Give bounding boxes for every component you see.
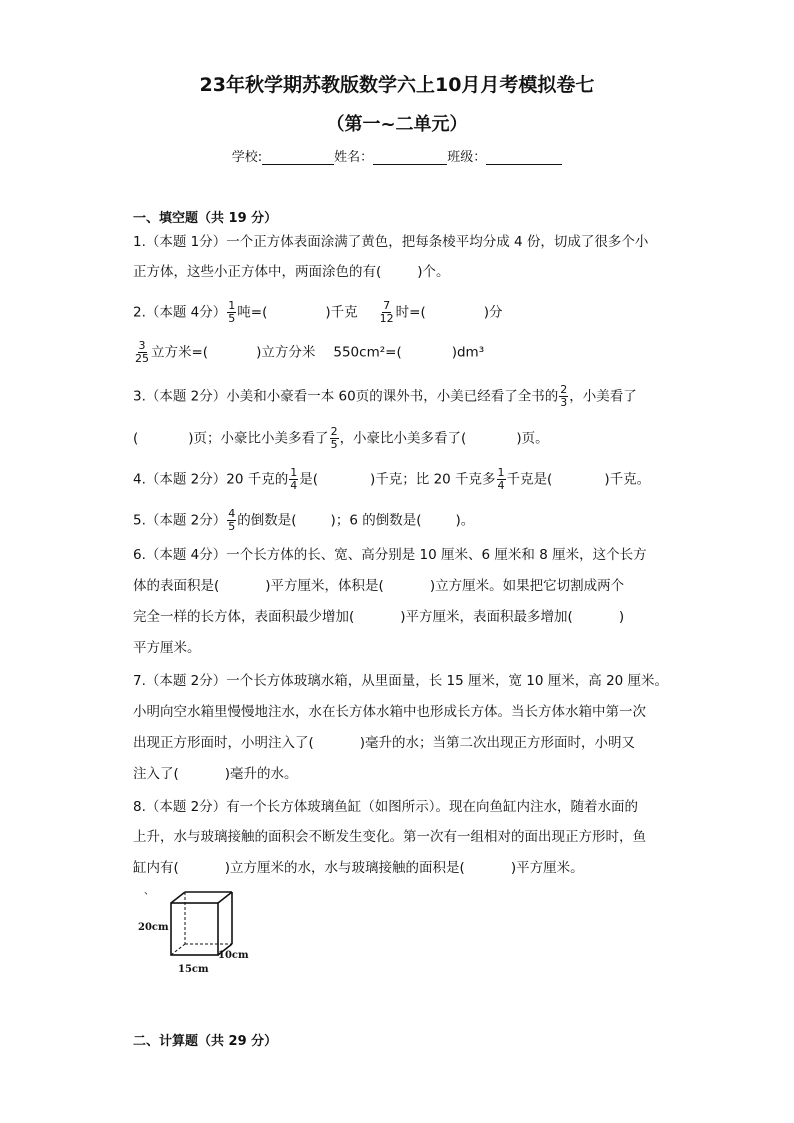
q6-line3 <box>133 607 673 627</box>
q3-fraction-1 <box>559 384 568 409</box>
q1-text-end: )个。 <box>417 264 450 280</box>
q7-text: )毫升的水。 <box>224 766 298 782</box>
q3-text: ，小豪比小美多看了( <box>339 430 467 447</box>
q4-text: 4.（本题 2分）20 千克的 <box>133 471 289 488</box>
figure-mark: 、 <box>144 886 154 897</box>
q3-line2 <box>133 426 673 451</box>
q6-text: )平方厘米，表面积最多增加( <box>400 609 573 625</box>
fraction-numerator: 4 <box>228 507 236 520</box>
q2-fraction-3 <box>134 340 150 365</box>
q7-line3 <box>133 733 673 753</box>
section-fill-in-title: 一、填空题（共 19 分） <box>133 211 278 226</box>
class-label: 班级： <box>447 150 487 165</box>
q6-text: 体的表面积是( <box>133 578 220 594</box>
q4-fraction-1 <box>289 467 298 492</box>
student-info <box>0 146 794 165</box>
q2-text: 立方米=( <box>151 344 209 361</box>
q2-text: )dm³ <box>451 344 485 361</box>
q5-line <box>133 508 673 533</box>
q8-text: 缸内有( <box>133 860 179 876</box>
cuboid-figure <box>138 888 258 978</box>
q3-text: )页；小豪比小美多看了 <box>188 430 329 447</box>
q6-text: )平方厘米，体积是( <box>265 578 384 594</box>
q1-text: 正方体，这些小正方体中，两面涂色的有( <box>133 264 382 280</box>
q3-text: )页。 <box>516 430 549 447</box>
figure-length-label: 15cm <box>178 964 209 975</box>
fraction-numerator: 3 <box>138 339 146 352</box>
q2-text: )分 <box>483 304 503 321</box>
q7-line4 <box>133 764 673 784</box>
q2-line2 <box>133 340 673 365</box>
q6-text: 完全一样的长方体，表面积最少增加( <box>133 609 355 625</box>
name-label: 姓名： <box>334 150 374 165</box>
name-blank[interactable] <box>373 150 447 165</box>
q3-text: ( <box>133 430 139 447</box>
q1-line2 <box>133 262 673 282</box>
q2-text: )千克 <box>325 304 358 321</box>
q2-fraction-1 <box>227 300 236 325</box>
q4-fraction-2 <box>497 467 506 492</box>
q6-line2 <box>133 576 673 596</box>
q8-line1: 8.（本题 2分）有一个长方体玻璃鱼缸（如图所示）。现在向鱼缸内注水，随着水面的 <box>133 799 639 815</box>
q4-text: 是( <box>299 471 319 488</box>
fraction-denominator: 5 <box>228 520 236 533</box>
q4-text: )千克；比 20 千克多 <box>370 471 496 488</box>
figure-height-label: 20cm <box>138 922 169 933</box>
q8-line3 <box>133 858 673 878</box>
q6-line1: 6.（本题 4分）一个长方体的长、宽、高分别是 10 厘米、6 厘米和 8 厘米，这个长方 <box>133 547 647 563</box>
class-blank[interactable] <box>486 150 562 165</box>
q7-text: 出现正方形面时，小明注入了( <box>133 735 314 751</box>
fraction-numerator: 1 <box>228 299 236 312</box>
fraction-numerator: 7 <box>383 299 391 312</box>
q4-text: 千克是( <box>506 471 553 488</box>
page-title: 23年秋学期苏教版数学六上10月月考模拟卷七 <box>199 74 595 96</box>
figure-width-label: 10cm <box>218 950 249 961</box>
fraction-numerator: 1 <box>497 466 505 479</box>
q2-text: 吨=( <box>237 304 268 321</box>
fraction-denominator: 12 <box>379 312 394 325</box>
q2-line1 <box>133 300 673 325</box>
fraction-denominator: 5 <box>228 312 236 325</box>
q8-text: )立方厘米的水，水与玻璃接触的面积是( <box>224 860 465 876</box>
q5-text: 5.（本题 2分） <box>133 512 227 529</box>
fraction-numerator: 1 <box>290 466 298 479</box>
q3-fraction-2 <box>330 426 339 451</box>
fraction-denominator: 3 <box>560 396 568 409</box>
q5-text: 的倒数是( <box>237 512 297 529</box>
fraction-numerator: 2 <box>560 383 568 396</box>
q7-line1: 7.（本题 2分）一个长方体玻璃水箱，从里面量，长 15 厘米，宽 10 厘米，高 20 厘米。 <box>133 673 669 689</box>
q8-line2: 上升，水与玻璃接触的面积会不断发生变化。第一次有一组相对的面出现正方形时，鱼 <box>133 829 646 845</box>
q5-fraction <box>227 508 236 533</box>
q6-text: )立方厘米。如果把它切割成两个 <box>429 578 625 594</box>
fraction-numerator: 2 <box>330 425 338 438</box>
q2-prefix: 2.（本题 4分） <box>133 304 227 321</box>
q2-text: 时=( <box>395 304 426 321</box>
fraction-denominator: 4 <box>497 479 505 492</box>
q4-text: )千克。 <box>604 471 651 488</box>
q5-text: )；6 的倒数是( <box>330 512 422 529</box>
fraction-denominator: 5 <box>330 438 338 451</box>
q6-line4: 平方厘米。 <box>133 640 201 656</box>
q2-text: )立方分米 <box>256 344 316 361</box>
section-calculation-title: 二、计算题（共 29 分） <box>133 1034 278 1049</box>
fraction-denominator: 25 <box>135 352 149 365</box>
q7-line2: 小明向空水箱里慢慢地注水，水在长方体水箱中也形成长方体。当长方体水箱中第一次 <box>133 704 646 720</box>
school-blank[interactable] <box>262 150 334 165</box>
q2-text: 550cm²=( <box>333 344 402 361</box>
q3-text: 3.（本题 2分）小美和小豪看一本 60页的课外书，小美已经看了全书的 <box>133 388 559 405</box>
q7-text: )毫升的水；当第二次出现正方形面时，小明又 <box>359 735 636 751</box>
school-label: 学校: <box>231 150 263 165</box>
q1-line1: 1.（本题 1分）一个正方体表面涂满了黄色，把每条棱平均分成 4 份，切成了很多个小 <box>133 234 649 250</box>
q7-text: 注入了( <box>133 766 179 782</box>
q3-text: ，小美看了 <box>569 388 637 405</box>
q8-text: )平方厘米。 <box>510 860 584 876</box>
q3-line1 <box>133 384 673 409</box>
q5-text: )。 <box>455 512 475 529</box>
fraction-denominator: 4 <box>290 479 298 492</box>
page-subtitle: （第一~二单元） <box>326 114 468 135</box>
q4-line <box>133 467 673 492</box>
q6-text: ) <box>618 609 625 625</box>
q2-fraction-2 <box>379 300 395 325</box>
